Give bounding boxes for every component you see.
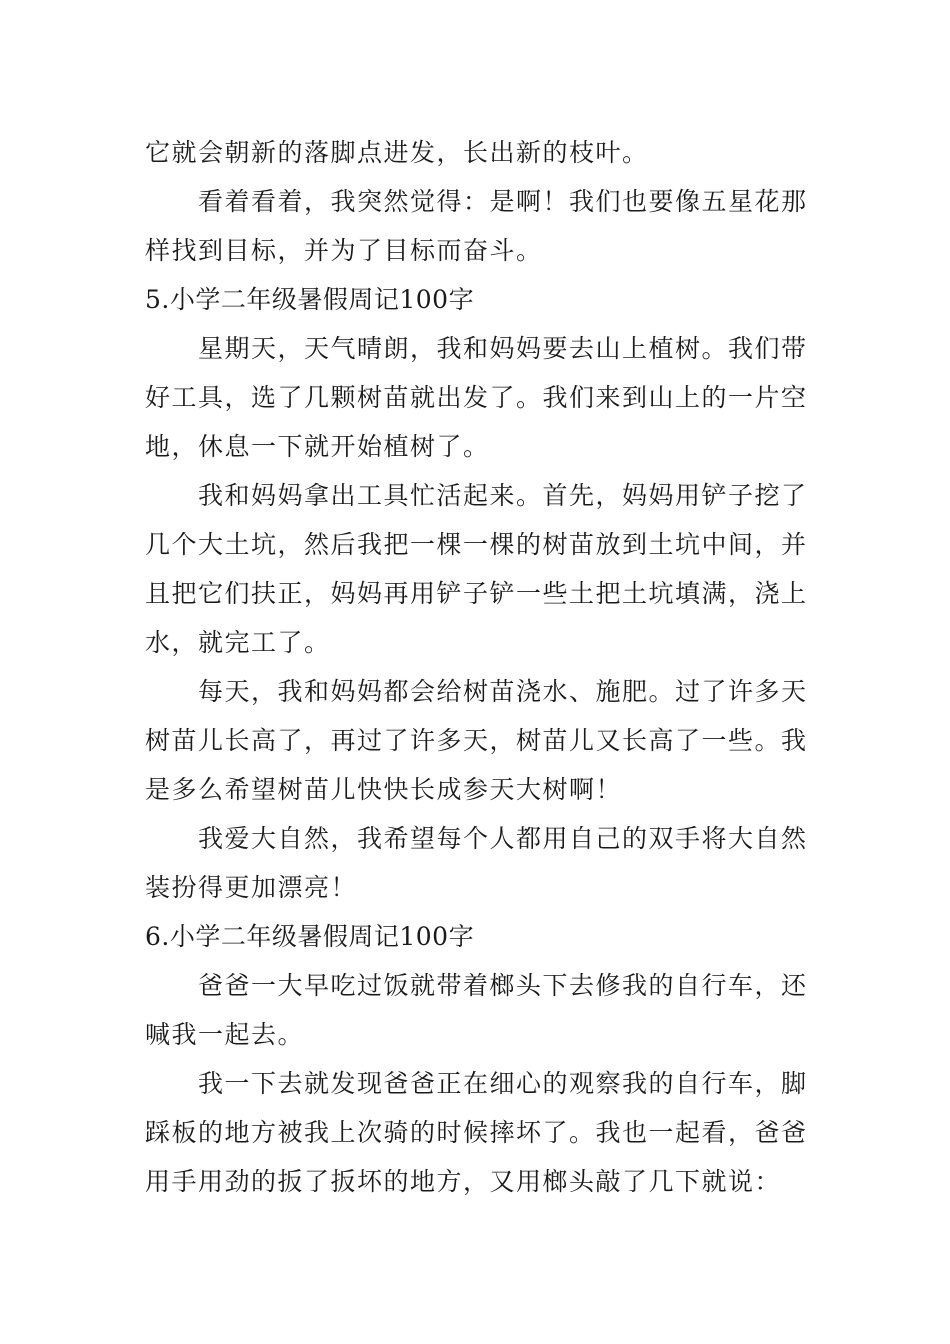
paragraph-line: 我爱大自然，我希望每个人都用自己的双手将大自然 — [198, 824, 808, 853]
paragraph-line: 踩板的地方被我上次骑的时候摔坏了。我也一起看，爸爸 — [145, 1118, 808, 1147]
document-body — [145, 128, 810, 1206]
paragraph-line: 几个大土坑，然后我把一棵一棵的树苗放到土坑中间，并 — [145, 530, 808, 559]
paragraph-line: 用手用劲的扳了扳坏的地方，又用榔头敲了几下就说： — [145, 1167, 782, 1196]
paragraph-line: 样找到目标，并为了目标而奋斗。 — [145, 236, 543, 265]
paragraph-line: 且把它们扶正，妈妈再用铲子铲一些土把土坑填满，浇上 — [145, 579, 808, 608]
section-heading: 6.小学二年级暑假周记100字 — [145, 922, 475, 951]
paragraph-line: 我和妈妈拿出工具忙活起来。首先，妈妈用铲子挖了 — [198, 481, 808, 510]
paragraph-line: 每天，我和妈妈都会给树苗浇水、施肥。过了许多天 — [198, 677, 808, 706]
section-heading: 5.小学二年级暑假周记100字 — [145, 285, 475, 314]
paragraph-line: 我一下去就发现爸爸正在细心的观察我的自行车，脚 — [198, 1069, 808, 1098]
paragraph-line: 好工具，选了几颗树苗就出发了。我们来到山上的一片空 — [145, 383, 808, 412]
paragraph-line: 星期天，天气晴朗，我和妈妈要去山上植树。我们带 — [198, 334, 808, 363]
paragraph-line: 是多么希望树苗儿快快长成参天大树啊！ — [145, 775, 623, 804]
paragraph-line: 它就会朝新的落脚点进发，长出新的枝叶。 — [145, 138, 649, 167]
paragraph-line: 爸爸一大早吃过饭就带着榔头下去修我的自行车，还 — [198, 971, 808, 1000]
paragraph-line: 水，就完工了。 — [145, 628, 331, 657]
paragraph-line: 树苗儿长高了，再过了许多天，树苗儿又长高了一些。我 — [145, 726, 808, 755]
paragraph-line: 看着看着，我突然觉得：是啊！我们也要像五星花那 — [198, 187, 808, 216]
paragraph-line: 地，休息一下就开始植树了。 — [145, 432, 490, 461]
paragraph-line: 装扮得更加漂亮！ — [145, 873, 358, 902]
paragraph-line: 喊我一起去。 — [145, 1020, 305, 1049]
